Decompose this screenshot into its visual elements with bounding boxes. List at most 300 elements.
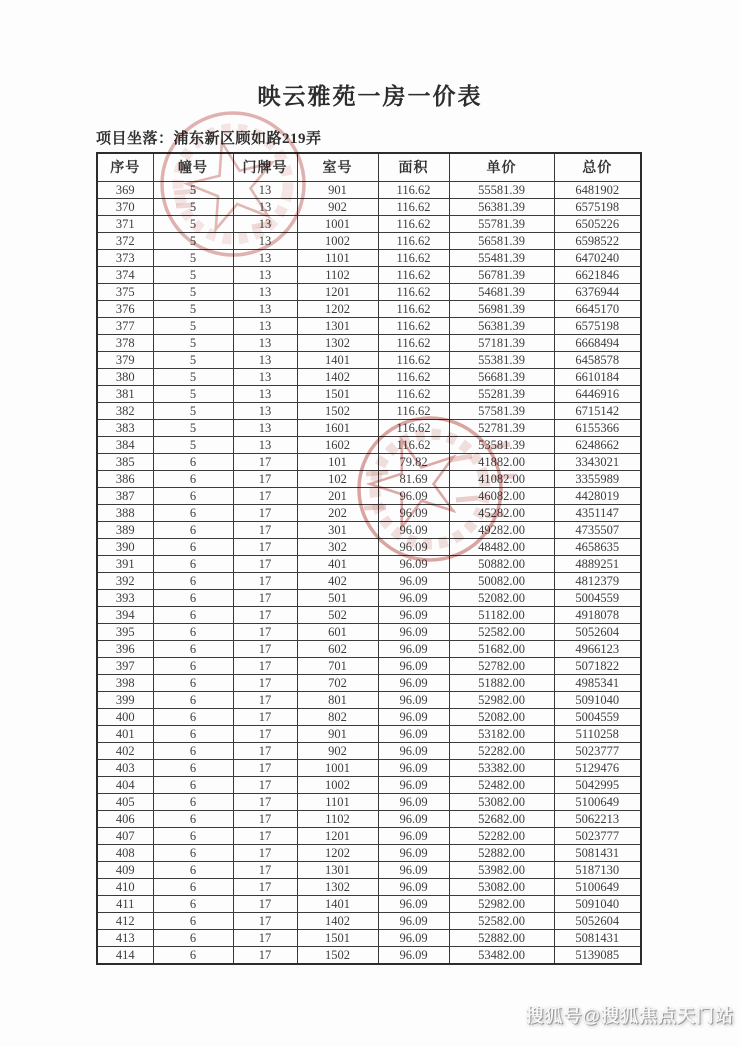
table-cell: 17	[233, 521, 297, 538]
table-cell: 4889251	[554, 555, 641, 572]
table-row	[97, 419, 641, 436]
table-cell: 96.09	[378, 878, 449, 895]
table-cell: 5	[153, 266, 233, 283]
table-cell: 408	[97, 844, 153, 861]
table-cell: 1102	[297, 810, 378, 827]
table-cell: 6	[153, 742, 233, 759]
table-cell: 5023777	[554, 742, 641, 759]
table-cell: 5139085	[554, 946, 641, 964]
table-cell: 370	[97, 198, 153, 215]
table-cell: 4658635	[554, 538, 641, 555]
table-cell: 17	[233, 793, 297, 810]
table-cell: 5062213	[554, 810, 641, 827]
table-row	[97, 912, 641, 929]
table-cell: 3343021	[554, 453, 641, 470]
table-cell: 96.09	[378, 538, 449, 555]
table-cell: 52582.00	[449, 623, 554, 640]
table-cell: 17	[233, 470, 297, 487]
table-cell: 396	[97, 640, 153, 657]
table-cell: 901	[297, 181, 378, 198]
table-cell: 402	[297, 572, 378, 589]
table-cell: 4351147	[554, 504, 641, 521]
table-cell: 202	[297, 504, 378, 521]
table-cell: 52282.00	[449, 742, 554, 759]
table-cell: 5100649	[554, 878, 641, 895]
table-row	[97, 436, 641, 453]
table-cell: 383	[97, 419, 153, 436]
table-cell: 378	[97, 334, 153, 351]
table-cell: 1302	[297, 878, 378, 895]
table-cell: 13	[233, 215, 297, 232]
table-cell: 50882.00	[449, 555, 554, 572]
table-cell: 17	[233, 912, 297, 929]
table-cell: 1102	[297, 266, 378, 283]
table-cell: 5042995	[554, 776, 641, 793]
table-cell: 41082.00	[449, 470, 554, 487]
table-row	[97, 861, 641, 878]
table-cell: 6446916	[554, 385, 641, 402]
table-cell: 5187130	[554, 861, 641, 878]
table-cell: 6621846	[554, 266, 641, 283]
table-row	[97, 810, 641, 827]
table-cell: 17	[233, 589, 297, 606]
table-cell: 6	[153, 623, 233, 640]
table-cell: 6	[153, 861, 233, 878]
project-location-line	[96, 127, 322, 148]
table-cell: 1502	[297, 402, 378, 419]
table-cell: 375	[97, 283, 153, 300]
table-cell: 6645170	[554, 300, 641, 317]
table-cell: 4918078	[554, 606, 641, 623]
table-row	[97, 368, 641, 385]
table-cell: 17	[233, 487, 297, 504]
table-cell: 96.09	[378, 606, 449, 623]
table-cell: 6	[153, 657, 233, 674]
table-cell: 401	[97, 725, 153, 742]
table-cell: 6575198	[554, 198, 641, 215]
column-header: 单价	[449, 153, 554, 181]
table-cell: 6	[153, 708, 233, 725]
table-cell: 382	[97, 402, 153, 419]
table-cell: 54681.39	[449, 283, 554, 300]
table-cell: 17	[233, 708, 297, 725]
table-cell: 116.62	[378, 181, 449, 198]
table-cell: 5	[153, 283, 233, 300]
table-cell: 374	[97, 266, 153, 283]
table-cell: 412	[97, 912, 153, 929]
table-cell: 6	[153, 878, 233, 895]
project-location-value: 浦东新区顾如路219弄	[173, 131, 322, 147]
table-cell: 5052604	[554, 623, 641, 640]
table-row	[97, 555, 641, 572]
table-cell: 6	[153, 453, 233, 470]
table-cell: 5	[153, 334, 233, 351]
table-cell: 201	[297, 487, 378, 504]
table-cell: 5023777	[554, 827, 641, 844]
table-cell: 53182.00	[449, 725, 554, 742]
table-row	[97, 776, 641, 793]
table-cell: 51182.00	[449, 606, 554, 623]
table-row	[97, 317, 641, 334]
table-cell: 5081431	[554, 929, 641, 946]
table-cell: 79.82	[378, 453, 449, 470]
table-cell: 701	[297, 657, 378, 674]
table-cell: 52582.00	[449, 912, 554, 929]
table-cell: 5071822	[554, 657, 641, 674]
table-cell: 96.09	[378, 674, 449, 691]
table-row	[97, 606, 641, 623]
table-cell: 53082.00	[449, 793, 554, 810]
table-row	[97, 674, 641, 691]
table-cell: 5	[153, 198, 233, 215]
table-cell: 116.62	[378, 215, 449, 232]
table-cell: 52682.00	[449, 810, 554, 827]
table-cell: 6	[153, 470, 233, 487]
table-cell: 5	[153, 249, 233, 266]
table-cell: 17	[233, 929, 297, 946]
table-cell: 401	[297, 555, 378, 572]
table-cell: 49282.00	[449, 521, 554, 538]
table-cell: 96.09	[378, 827, 449, 844]
table-cell: 52882.00	[449, 929, 554, 946]
table-cell: 1201	[297, 827, 378, 844]
table-cell: 50082.00	[449, 572, 554, 589]
table-cell: 17	[233, 725, 297, 742]
table-cell: 56781.39	[449, 266, 554, 283]
table-cell: 13	[233, 419, 297, 436]
table-cell: 5	[153, 419, 233, 436]
table-cell: 409	[97, 861, 153, 878]
table-row	[97, 487, 641, 504]
table-cell: 1401	[297, 895, 378, 912]
table-cell: 6376944	[554, 283, 641, 300]
table-cell: 414	[97, 946, 153, 964]
table-cell: 380	[97, 368, 153, 385]
table-cell: 410	[97, 878, 153, 895]
table-cell: 702	[297, 674, 378, 691]
table-cell: 395	[97, 623, 153, 640]
table-cell: 17	[233, 827, 297, 844]
table-cell: 45282.00	[449, 504, 554, 521]
table-cell: 6598522	[554, 232, 641, 249]
table-cell: 6	[153, 793, 233, 810]
table-cell: 17	[233, 555, 297, 572]
table-cell: 96.09	[378, 487, 449, 504]
table-cell: 389	[97, 521, 153, 538]
table-cell: 116.62	[378, 368, 449, 385]
table-cell: 5052604	[554, 912, 641, 929]
table-cell: 393	[97, 589, 153, 606]
table-cell: 96.09	[378, 589, 449, 606]
table-cell: 13	[233, 351, 297, 368]
table-cell: 6	[153, 759, 233, 776]
table-cell: 52781.39	[449, 419, 554, 436]
price-table-body	[97, 181, 641, 964]
table-cell: 17	[233, 504, 297, 521]
table-cell: 17	[233, 946, 297, 964]
table-cell: 116.62	[378, 283, 449, 300]
table-cell: 116.62	[378, 351, 449, 368]
table-cell: 5081431	[554, 844, 641, 861]
table-cell: 116.62	[378, 266, 449, 283]
table-row	[97, 742, 641, 759]
table-row	[97, 249, 641, 266]
table-cell: 57181.39	[449, 334, 554, 351]
table-cell: 56381.39	[449, 317, 554, 334]
table-cell: 406	[97, 810, 153, 827]
table-cell: 6	[153, 504, 233, 521]
table-cell: 1202	[297, 844, 378, 861]
table-cell: 17	[233, 861, 297, 878]
table-row	[97, 334, 641, 351]
table-cell: 379	[97, 351, 153, 368]
column-header: 总价	[554, 153, 641, 181]
column-header: 室号	[297, 153, 378, 181]
table-cell: 17	[233, 538, 297, 555]
table-cell: 48482.00	[449, 538, 554, 555]
table-cell: 96.09	[378, 895, 449, 912]
table-cell: 116.62	[378, 232, 449, 249]
table-cell: 96.09	[378, 759, 449, 776]
table-cell: 13	[233, 266, 297, 283]
table-cell: 96.09	[378, 929, 449, 946]
table-cell: 402	[97, 742, 153, 759]
table-cell: 96.09	[378, 640, 449, 657]
table-cell: 398	[97, 674, 153, 691]
column-header: 门牌号	[233, 153, 297, 181]
table-cell: 5091040	[554, 691, 641, 708]
table-cell: 5	[153, 300, 233, 317]
price-table	[96, 152, 642, 965]
table-row	[97, 504, 641, 521]
table-cell: 5	[153, 181, 233, 198]
table-cell: 6248662	[554, 436, 641, 453]
column-header: 面积	[378, 153, 449, 181]
table-cell: 5	[153, 385, 233, 402]
table-cell: 1301	[297, 861, 378, 878]
table-cell: 413	[97, 929, 153, 946]
table-cell: 55281.39	[449, 385, 554, 402]
table-row	[97, 232, 641, 249]
table-cell: 1502	[297, 946, 378, 964]
table-row	[97, 844, 641, 861]
table-cell: 301	[297, 521, 378, 538]
table-cell: 6	[153, 606, 233, 623]
table-cell: 13	[233, 283, 297, 300]
table-cell: 369	[97, 181, 153, 198]
table-row	[97, 827, 641, 844]
table-cell: 400	[97, 708, 153, 725]
table-cell: 4985341	[554, 674, 641, 691]
table-cell: 53382.00	[449, 759, 554, 776]
table-cell: 6	[153, 691, 233, 708]
table-cell: 1402	[297, 912, 378, 929]
table-cell: 407	[97, 827, 153, 844]
table-cell: 17	[233, 895, 297, 912]
table-row	[97, 708, 641, 725]
table-row	[97, 538, 641, 555]
table-cell: 56381.39	[449, 198, 554, 215]
table-cell: 96.09	[378, 725, 449, 742]
table-cell: 96.09	[378, 691, 449, 708]
table-cell: 5	[153, 402, 233, 419]
table-row	[97, 215, 641, 232]
table-cell: 13	[233, 181, 297, 198]
table-row	[97, 283, 641, 300]
table-cell: 1601	[297, 419, 378, 436]
table-cell: 902	[297, 198, 378, 215]
table-cell: 17	[233, 810, 297, 827]
table-cell: 13	[233, 198, 297, 215]
table-cell: 81.69	[378, 470, 449, 487]
table-cell: 96.09	[378, 742, 449, 759]
table-cell: 13	[233, 368, 297, 385]
table-cell: 5	[153, 351, 233, 368]
table-cell: 602	[297, 640, 378, 657]
table-cell: 56981.39	[449, 300, 554, 317]
table-cell: 6	[153, 538, 233, 555]
table-cell: 5004559	[554, 708, 641, 725]
table-cell: 372	[97, 232, 153, 249]
table-row	[97, 470, 641, 487]
table-cell: 96.09	[378, 810, 449, 827]
table-cell: 5	[153, 215, 233, 232]
table-cell: 17	[233, 691, 297, 708]
table-cell: 5110258	[554, 725, 641, 742]
table-cell: 6	[153, 674, 233, 691]
table-cell: 6	[153, 827, 233, 844]
table-cell: 17	[233, 453, 297, 470]
table-cell: 1002	[297, 776, 378, 793]
table-cell: 6610184	[554, 368, 641, 385]
table-cell: 96.09	[378, 946, 449, 964]
table-cell: 102	[297, 470, 378, 487]
page-title: 映云雅苑一房一价表	[257, 84, 483, 109]
table-cell: 55381.39	[449, 351, 554, 368]
table-cell: 6	[153, 572, 233, 589]
table-row	[97, 623, 641, 640]
table-row	[97, 691, 641, 708]
table-cell: 55581.39	[449, 181, 554, 198]
table-cell: 52282.00	[449, 827, 554, 844]
table-cell: 386	[97, 470, 153, 487]
table-cell: 1302	[297, 334, 378, 351]
table-cell: 399	[97, 691, 153, 708]
table-cell: 5	[153, 232, 233, 249]
table-cell: 371	[97, 215, 153, 232]
table-cell: 1401	[297, 351, 378, 368]
table-cell: 6505226	[554, 215, 641, 232]
table-cell: 57581.39	[449, 402, 554, 419]
table-cell: 41882.00	[449, 453, 554, 470]
table-cell: 802	[297, 708, 378, 725]
table-cell: 96.09	[378, 623, 449, 640]
table-cell: 13	[233, 232, 297, 249]
table-cell: 3355989	[554, 470, 641, 487]
table-cell: 116.62	[378, 419, 449, 436]
project-location-label: 项目坐落：	[96, 131, 174, 147]
table-cell: 17	[233, 776, 297, 793]
table-cell: 501	[297, 589, 378, 606]
table-cell: 17	[233, 844, 297, 861]
table-cell: 96.09	[378, 521, 449, 538]
table-cell: 96.09	[378, 504, 449, 521]
table-cell: 56681.39	[449, 368, 554, 385]
table-cell: 390	[97, 538, 153, 555]
table-cell: 6470240	[554, 249, 641, 266]
table-row	[97, 453, 641, 470]
table-cell: 96.09	[378, 776, 449, 793]
table-cell: 392	[97, 572, 153, 589]
table-row	[97, 521, 641, 538]
table-cell: 6	[153, 555, 233, 572]
table-row	[97, 878, 641, 895]
table-cell: 17	[233, 742, 297, 759]
table-cell: 387	[97, 487, 153, 504]
table-cell: 96.09	[378, 861, 449, 878]
table-cell: 1001	[297, 759, 378, 776]
table-cell: 6458578	[554, 351, 641, 368]
table-cell: 116.62	[378, 249, 449, 266]
table-row	[97, 725, 641, 742]
table-cell: 13	[233, 334, 297, 351]
table-cell: 17	[233, 657, 297, 674]
table-cell: 6	[153, 521, 233, 538]
table-cell: 5129476	[554, 759, 641, 776]
table-cell: 96.09	[378, 572, 449, 589]
table-cell: 17	[233, 878, 297, 895]
table-cell: 52782.00	[449, 657, 554, 674]
table-row	[97, 300, 641, 317]
table-cell: 1301	[297, 317, 378, 334]
table-cell: 53482.00	[449, 946, 554, 964]
table-cell: 394	[97, 606, 153, 623]
table-row	[97, 198, 641, 215]
table-cell: 52882.00	[449, 844, 554, 861]
table-cell: 384	[97, 436, 153, 453]
sohu-watermark: 搜狐号@搜狐焦点天门站	[525, 1006, 734, 1026]
table-cell: 51682.00	[449, 640, 554, 657]
table-cell: 96.09	[378, 555, 449, 572]
table-row	[97, 181, 641, 198]
table-cell: 403	[97, 759, 153, 776]
table-row	[97, 946, 641, 964]
table-cell: 381	[97, 385, 153, 402]
table-cell: 901	[297, 725, 378, 742]
table-cell: 405	[97, 793, 153, 810]
table-cell: 404	[97, 776, 153, 793]
table-cell: 411	[97, 895, 153, 912]
table-cell: 17	[233, 759, 297, 776]
table-cell: 17	[233, 606, 297, 623]
table-cell: 6	[153, 946, 233, 964]
table-cell: 601	[297, 623, 378, 640]
table-cell: 13	[233, 317, 297, 334]
table-cell: 1202	[297, 300, 378, 317]
table-cell: 13	[233, 436, 297, 453]
table-row	[97, 402, 641, 419]
table-cell: 116.62	[378, 436, 449, 453]
table-cell: 6481902	[554, 181, 641, 198]
table-cell: 5004559	[554, 589, 641, 606]
table-row	[97, 572, 641, 589]
table-cell: 13	[233, 249, 297, 266]
table-cell: 96.09	[378, 844, 449, 861]
table-cell: 388	[97, 504, 153, 521]
table-cell: 51882.00	[449, 674, 554, 691]
table-cell: 1602	[297, 436, 378, 453]
table-cell: 17	[233, 572, 297, 589]
